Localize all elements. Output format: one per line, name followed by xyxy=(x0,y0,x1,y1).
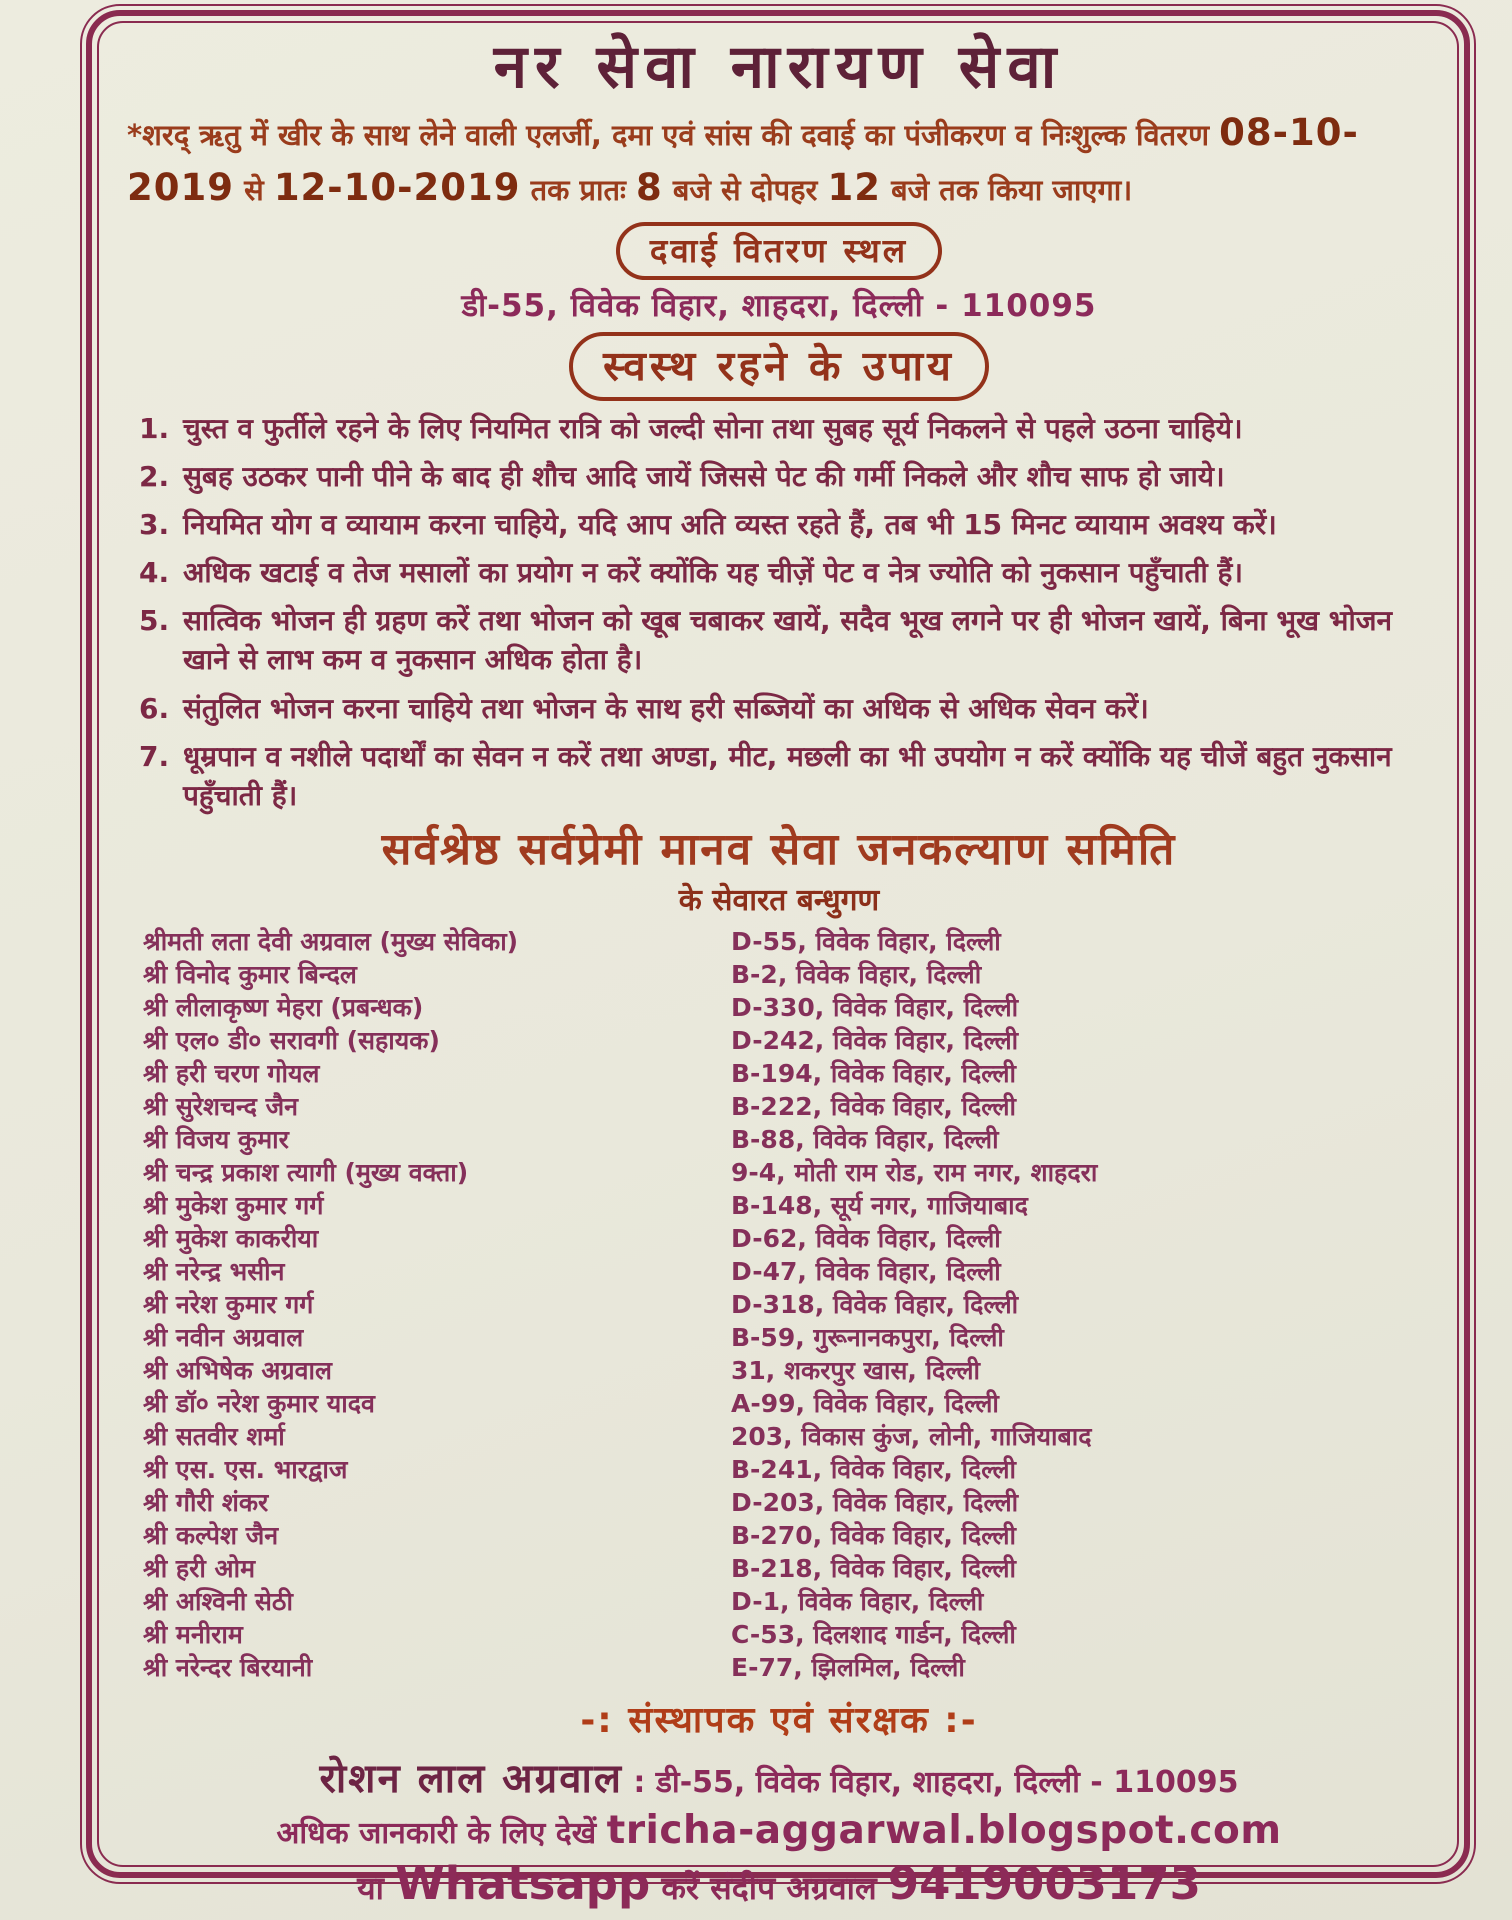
start-time: 8 xyxy=(636,165,663,209)
member-row xyxy=(143,1057,1431,1090)
tip-number: 3. xyxy=(139,507,170,541)
member-row xyxy=(143,1552,1431,1585)
member-name: श्री अभिषेक अग्रवाल xyxy=(143,1355,332,1385)
member-name: श्री विजय कुमार xyxy=(143,1124,289,1154)
member-address: D-47, विवेक विहार, दिल्ली xyxy=(731,1256,1001,1286)
tip-number: 7. xyxy=(139,739,170,773)
health-tips-heading-row xyxy=(127,332,1431,401)
member-row xyxy=(143,1420,1431,1453)
members-list xyxy=(127,925,1431,1684)
tip-number: 2. xyxy=(139,459,170,493)
member-name: श्री मनीराम xyxy=(143,1619,243,1649)
distribution-address: डी-55, विवेक विहार, शाहदरा, दिल्ली - 110095 xyxy=(461,287,1097,324)
member-row xyxy=(143,925,1431,958)
health-tips-list xyxy=(127,409,1431,816)
member-address: B-59, गुरूनानकपुरा, दिल्ली xyxy=(731,1322,1004,1352)
founder-section-heading: -: संस्थापक एवं संरक्षक :- xyxy=(580,1699,978,1741)
member-row xyxy=(143,1651,1431,1684)
page-title: नर सेवा नारायण सेवा xyxy=(493,32,1065,102)
member-row xyxy=(143,1585,1431,1618)
member-name: श्री मुकेश कुमार गर्ग xyxy=(143,1190,324,1220)
member-address: D-330, विवेक विहार, दिल्ली xyxy=(731,992,1019,1022)
member-address: D-62, विवेक विहार, दिल्ली xyxy=(731,1223,1001,1253)
member-name: श्री नवीन अग्रवाल xyxy=(143,1322,304,1352)
member-row xyxy=(143,1519,1431,1552)
member-address: 203, विकास कुंज, लोनी, गाजियाबाद xyxy=(731,1421,1092,1451)
member-name: श्री एस. एस. भारद्वाज xyxy=(143,1454,348,1484)
member-row xyxy=(143,1486,1431,1519)
member-name: श्री सतवीर शर्मा xyxy=(143,1421,285,1451)
member-address: A-99, विवेक विहार, दिल्ली xyxy=(731,1388,999,1418)
member-row xyxy=(143,1090,1431,1123)
tip-number: 4. xyxy=(139,556,170,590)
member-row xyxy=(143,1222,1431,1255)
member-row xyxy=(143,991,1431,1024)
member-row xyxy=(143,1453,1431,1486)
member-address: D-55, विवेक विहार, दिल्ली xyxy=(731,926,1001,956)
tip-text: चुस्त व फुर्तीले रहने के लिए नियमित रात्रि को जल्दी सोना तथा सुबह सूर्य निकलने से पहले उठना चाहिये। xyxy=(183,411,1243,445)
content-area xyxy=(97,21,1459,1910)
member-name: श्री एल० डी० सरावगी (सहायक) xyxy=(143,1025,440,1055)
end-time: 12 xyxy=(827,165,881,209)
health-tip-item xyxy=(139,457,1431,496)
member-address: 31, शकरपुर खास, दिल्ली xyxy=(731,1355,981,1385)
separator: : xyxy=(633,1764,646,1800)
member-address: B-270, विवेक विहार, दिल्ली xyxy=(731,1520,1016,1550)
member-name: श्री कल्पेश जैन xyxy=(143,1520,279,1550)
member-name: श्रीमती लता देवी अग्रवाल (मुख्य सेविका) xyxy=(143,926,519,956)
member-name: श्री हरी चरण गोयल xyxy=(143,1058,320,1088)
tip-text: संतुलित भोजन करना चाहिये तथा भोजन के साथ हरी सब्जियों का अधिक से अधिक सेवन करें। xyxy=(183,691,1149,725)
member-row xyxy=(143,1024,1431,1057)
member-address: D-203, विवेक विहार, दिल्ली xyxy=(731,1487,1019,1517)
tip-text: सुबह उठकर पानी पीने के बाद ही शौच आदि जायें जिससे पेट की गर्मी निकले और शौच साफ हो जाये। xyxy=(183,459,1225,493)
decorative-double-border xyxy=(86,10,1470,1910)
member-name: श्री अश्विनी सेठी xyxy=(143,1586,293,1616)
intro-text: *शरद् ऋतु में खीर के साथ लेने वाली एलर्जी, दमा एवं सांस की दवाई का पंजीकरण व निःशुल्क वितरण xyxy=(127,118,1210,152)
end-date: 12-10-2019 xyxy=(273,165,521,209)
member-address: B-2, विवेक विहार, दिल्ली xyxy=(731,959,982,989)
medicine-location-heading-row xyxy=(127,222,1431,280)
member-address: D-1, विवेक विहार, दिल्ली xyxy=(731,1586,984,1616)
founder-name: रोशन लाल अग्रवाल xyxy=(319,1755,623,1802)
member-row xyxy=(143,1189,1431,1222)
intro-text: बजे से दोपहर xyxy=(672,172,818,207)
member-address: B-194, विवेक विहार, दिल्ली xyxy=(731,1058,1016,1088)
member-name: श्री डॉ० नरेश कुमार यादव xyxy=(143,1388,375,1418)
tip-number: 6. xyxy=(139,691,170,725)
medicine-location-heading: दवाई वितरण स्थल xyxy=(616,222,942,280)
member-address: D-318, विवेक विहार, दिल्ली xyxy=(731,1289,1019,1319)
whatsapp-number: 9419003173 xyxy=(887,1856,1201,1910)
founder-line xyxy=(127,1749,1431,1804)
whatsapp-line xyxy=(127,1857,1431,1910)
member-address: C-53, दिलशाद गार्डन, दिल्ली xyxy=(731,1619,1016,1649)
start-date: 08-10-2019 xyxy=(127,111,1359,209)
health-tip-item xyxy=(139,601,1431,679)
member-address: B-241, विवेक विहार, दिल्ली xyxy=(731,1454,1016,1484)
member-row xyxy=(143,1354,1431,1387)
tip-text: नियमित योग व व्यायाम करना चाहिये, यदि आप अति व्यस्त रहते हैं, तब भी 15 मिनट व्यायाम अवश्य करें। xyxy=(183,507,1277,541)
whatsapp-mid-text: करें संदीप अग्रवाल xyxy=(661,1868,877,1907)
member-address: B-222, विवेक विहार, दिल्ली xyxy=(731,1091,1016,1121)
member-name: श्री लीलाकृष्ण मेहरा (प्रबन्धक) xyxy=(143,992,424,1022)
member-address: B-148, सूर्य नगर, गाजियाबाद xyxy=(731,1190,1028,1220)
member-name: श्री गौरी शंकर xyxy=(143,1487,269,1517)
member-name: श्री नरेन्दर बिरयानी xyxy=(143,1652,313,1682)
founder-address: डी-55, विवेक विहार, शाहदरा, दिल्ली - 110095 xyxy=(655,1764,1239,1800)
member-address: E-77, झिलमिल, दिल्ली xyxy=(731,1652,965,1682)
intro-text: बजे तक किया जाएगा। xyxy=(891,172,1133,207)
info-text: अधिक जानकारी के लिए देखें xyxy=(276,1815,597,1851)
member-address: 9-4, मोती राम रोड, राम नगर, शाहदरा xyxy=(731,1157,1098,1187)
member-name: श्री नरेश कुमार गर्ग xyxy=(143,1289,314,1319)
whatsapp-label: Whatsapp xyxy=(395,1856,651,1910)
member-name: श्री मुकेश काकरीया xyxy=(143,1223,319,1253)
member-name: श्री नरेन्द्र भसीन xyxy=(143,1256,285,1286)
member-name: श्री चन्द्र प्रकाश त्यागी (मुख्य वक्ता) xyxy=(143,1157,469,1187)
website-url: tricha-aggarwal.blogspot.com xyxy=(606,1807,1282,1853)
member-name: श्री सुरेशचन्द जैन xyxy=(143,1091,299,1121)
intro-text: तक प्रातः xyxy=(530,172,626,207)
health-tip-item xyxy=(139,409,1431,448)
member-row xyxy=(143,1288,1431,1321)
whatsapp-prefix-text: या xyxy=(357,1868,384,1907)
tip-text: धूम्रपान व नशीले पदार्थों का सेवन न करें तथा अण्डा, मीट, मछली का भी उपयोग न करें क्योंकि यह चीजें बहुत नुकसान पहुँचाती हैं। xyxy=(183,739,1392,812)
health-tip-item xyxy=(139,553,1431,592)
member-row xyxy=(143,1618,1431,1651)
member-address: B-88, विवेक विहार, दिल्ली xyxy=(731,1124,999,1154)
tip-text: सात्विक भोजन ही ग्रहण करें तथा भोजन को खूब चबाकर खायें, सदैव भूख लगने पर ही भोजन खायें, बिना भूख भोजन खाने से लाभ कम व नुकसान अधिक होता है। xyxy=(183,604,1393,677)
health-tip-item xyxy=(139,737,1431,815)
member-row xyxy=(143,1156,1431,1189)
member-name: श्री हरी ओम xyxy=(143,1553,256,1583)
member-row xyxy=(143,1123,1431,1156)
intro-paragraph xyxy=(127,106,1431,216)
health-tip-item xyxy=(139,689,1431,728)
committee-name: सर्वश्रेष्ठ सर्वप्रेमी मानव सेवा जनकल्याण समिति xyxy=(381,824,1177,876)
committee-subheading: के सेवारत बन्धुगण xyxy=(678,882,880,918)
tip-number: 5. xyxy=(139,604,170,638)
member-address: D-242, विवेक विहार, दिल्ली xyxy=(731,1025,1019,1055)
member-row xyxy=(143,1255,1431,1288)
member-row xyxy=(143,1321,1431,1354)
intro-text: से xyxy=(244,172,264,207)
member-address: B-218, विवेक विहार, दिल्ली xyxy=(731,1553,1016,1583)
info-line xyxy=(127,1808,1431,1853)
member-name: श्री विनोद कुमार बिन्दल xyxy=(143,959,357,989)
tip-number: 1. xyxy=(139,411,170,445)
health-tip-item xyxy=(139,505,1431,544)
tip-text: अधिक खटाई व तेज मसालों का प्रयोग न करें क्योंकि यह चीज़ें पेट व नेत्र ज्योति को नुकसान पहुँचाती हैं। xyxy=(183,556,1243,590)
member-row xyxy=(143,1387,1431,1420)
member-row xyxy=(143,958,1431,991)
health-tips-heading: स्वस्थ रहने के उपाय xyxy=(569,332,989,401)
